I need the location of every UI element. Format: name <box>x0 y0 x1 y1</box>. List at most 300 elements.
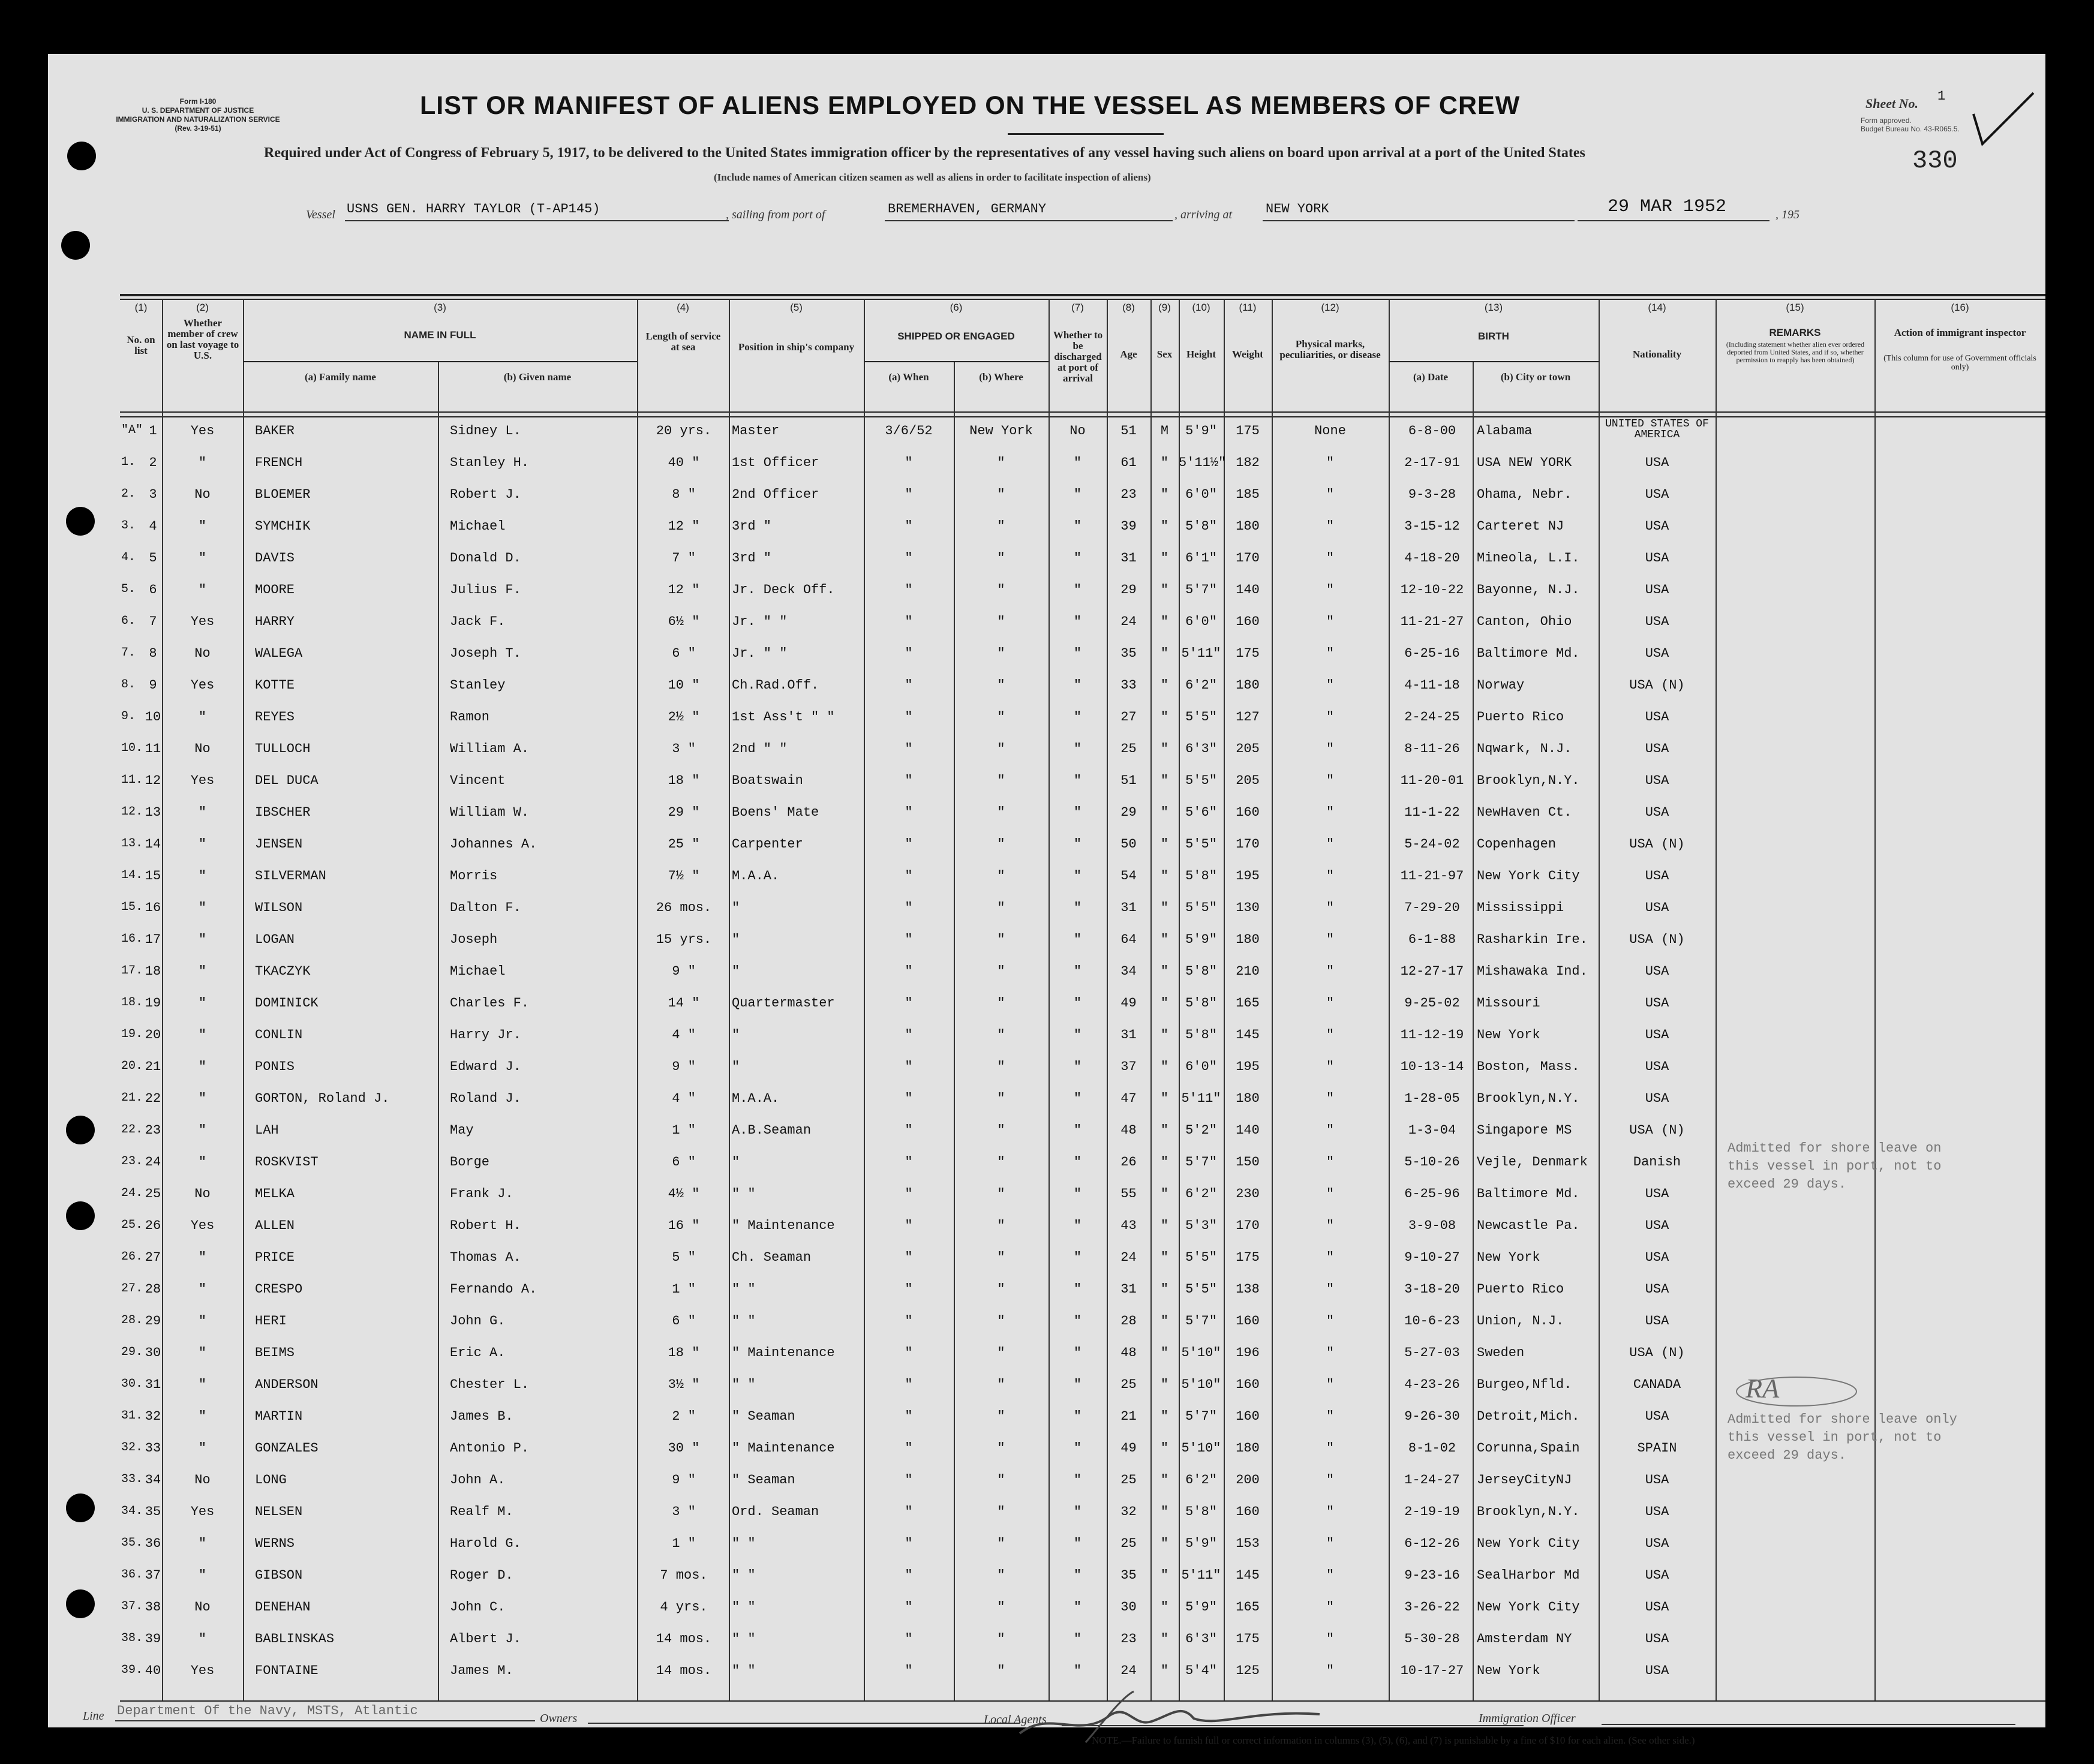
column-number: (9) <box>1158 302 1171 313</box>
cell-family: FONTAINE <box>255 1663 319 1678</box>
cell-nationality: USA <box>1645 1663 1669 1678</box>
cell-pre: 16. <box>121 932 143 946</box>
cell-position: 3rd " <box>732 519 772 534</box>
cell-age: 24 <box>1120 614 1137 629</box>
cell-sex: " <box>1160 869 1169 883</box>
sailing-label: , sailing from port of <box>726 208 825 221</box>
cell-crew: Yes <box>190 678 215 693</box>
cell-family: LOGAN <box>255 932 295 947</box>
header-height: Height <box>1186 348 1216 360</box>
cell-discharged: " <box>1073 1441 1082 1456</box>
cell-where: " <box>997 964 1005 979</box>
cell-discharged: " <box>1073 1282 1082 1297</box>
header-no-on-list: No. on list <box>127 334 155 356</box>
cell-discharged: " <box>1073 1314 1082 1329</box>
cell-pre: 22. <box>121 1123 143 1137</box>
cell-position: Ord. Seaman <box>732 1504 819 1519</box>
table-row <box>120 578 2045 608</box>
cell-pre: 36. <box>121 1568 143 1582</box>
cell-position: " " <box>732 1314 756 1329</box>
cell-weight: 170 <box>1236 1218 1260 1233</box>
table-row <box>120 927 2045 957</box>
cell-service: 4½ " <box>668 1186 700 1201</box>
cell-given: Morris <box>450 869 498 883</box>
page-subnote: (Include names of American citizen seamen as well as aliens in order to facilitate inspection of aliens) <box>714 172 1151 183</box>
cell-family: SILVERMAN <box>255 869 326 883</box>
cell-weight: 175 <box>1236 1250 1260 1265</box>
revision-text: (Rev. 3-19-51) <box>175 124 221 133</box>
cell-crew: " <box>198 900 207 915</box>
remark-line: exceed 29 days. <box>1728 1448 1847 1463</box>
column-number: (3) <box>434 302 446 313</box>
cell-nationality: USA <box>1645 1536 1669 1551</box>
cell-birth-date: 11-1-22 <box>1404 805 1460 820</box>
cell-family: DAVIS <box>255 551 295 566</box>
cell-age: 31 <box>1120 551 1137 566</box>
cell-crew: " <box>198 519 207 534</box>
cell-crew: " <box>198 1091 207 1106</box>
table-row <box>120 450 2045 480</box>
cell-where: " <box>997 1218 1005 1233</box>
cell-birth-date: 3-9-08 <box>1408 1218 1456 1233</box>
cell-birth-place: Boston, Mass. <box>1477 1059 1580 1074</box>
cell-family: JENSEN <box>255 837 303 852</box>
cell-where: " <box>997 1059 1005 1074</box>
cell-discharged: " <box>1073 869 1082 883</box>
cell-crew: No <box>194 1472 211 1487</box>
cell-nationality: USA <box>1645 1282 1669 1297</box>
cell-sex: " <box>1160 1600 1169 1615</box>
footer-owners-underline <box>588 1723 1020 1724</box>
cell-family: LONG <box>255 1472 287 1487</box>
cell-discharged: " <box>1073 773 1082 788</box>
cell-birth-place: Amsterdam NY <box>1477 1631 1572 1646</box>
cell-discharged: " <box>1073 1250 1082 1265</box>
cell-no: 17 <box>145 932 161 947</box>
cell-age: 26 <box>1120 1155 1137 1170</box>
cell-crew: " <box>198 1250 207 1265</box>
cell-no: 8 <box>149 646 157 661</box>
cell-nationality: USA <box>1645 1314 1669 1329</box>
cell-marks: " <box>1326 741 1335 756</box>
cell-given: James M. <box>450 1663 513 1678</box>
page-subtitle: Required under Act of Congress of February 5, 1917, to be delivered to the United States immigration officer by the representatives of any vessel having such aliens on board upon arrival at a port of the United States <box>264 145 1585 161</box>
cell-given: Albert J. <box>450 1631 521 1646</box>
cell-nationality: USA <box>1645 710 1669 725</box>
cell-nationality: USA <box>1645 455 1669 470</box>
cell-discharged: No <box>1069 423 1086 438</box>
cell-pre: "A" <box>121 423 143 437</box>
cell-sex: " <box>1160 932 1169 947</box>
cell-crew: No <box>194 487 211 502</box>
cell-birth-date: 9-26-30 <box>1404 1409 1460 1424</box>
cell-no: 9 <box>149 678 157 693</box>
cell-when: " <box>905 1027 913 1042</box>
stamp-number: 330 <box>1912 146 1958 175</box>
cell-weight: 160 <box>1236 1314 1260 1329</box>
manifest-sheet <box>48 54 2045 1746</box>
cell-no: 3 <box>149 487 157 502</box>
cell-pre: 2. <box>121 487 136 501</box>
cell-birth-place: Bayonne, N.J. <box>1477 582 1580 597</box>
cell-weight: 180 <box>1236 1441 1260 1456</box>
cell-weight: 170 <box>1236 837 1260 852</box>
cell-service: 2 " <box>672 1409 696 1424</box>
table-row <box>120 419 2045 449</box>
cell-service: 14 mos. <box>656 1663 712 1678</box>
table-row <box>120 1595 2045 1625</box>
cell-weight: 185 <box>1236 487 1260 502</box>
cell-given: Roland J. <box>450 1091 521 1106</box>
cell-discharged: " <box>1073 614 1082 629</box>
cell-birth-date: 6-25-96 <box>1404 1186 1460 1201</box>
cell-crew: " <box>198 455 207 470</box>
cell-height: 5'9" <box>1185 1536 1217 1551</box>
table-row <box>120 1277 2045 1307</box>
cell-discharged: " <box>1073 1377 1082 1392</box>
cell-nationality: CANADA <box>1633 1377 1681 1392</box>
cell-marks: " <box>1326 710 1335 725</box>
cell-service: 12 " <box>668 582 700 597</box>
cell-marks: " <box>1326 964 1335 979</box>
cell-service: 16 " <box>668 1218 700 1233</box>
cell-discharged: " <box>1073 1091 1082 1106</box>
cell-height: 6'0" <box>1185 487 1217 502</box>
cell-marks: " <box>1326 996 1335 1011</box>
port-from-underline <box>885 220 1173 221</box>
table-row <box>120 641 2045 671</box>
cell-age: 34 <box>1120 964 1137 979</box>
header-remarks: REMARKS <box>1769 327 1821 338</box>
cell-when: " <box>905 996 913 1011</box>
cell-no: 7 <box>149 614 157 629</box>
cell-height: 5'10" <box>1181 1377 1221 1392</box>
cell-no: 24 <box>145 1155 161 1170</box>
cell-position: Ch. Seaman <box>732 1250 812 1265</box>
cell-discharged: " <box>1073 1123 1082 1138</box>
cell-birth-place: SealHarbor Md <box>1477 1568 1580 1583</box>
cell-weight: 210 <box>1236 964 1260 979</box>
cell-given: William A. <box>450 741 530 756</box>
cell-pre: 3. <box>121 519 136 533</box>
cell-nationality: USA <box>1645 646 1669 661</box>
punch-hole <box>66 1116 95 1144</box>
cell-no: 39 <box>145 1631 161 1646</box>
column-number: (15) <box>1786 302 1804 313</box>
cell-family: MARTIN <box>255 1409 303 1424</box>
cell-sex: " <box>1160 964 1169 979</box>
cell-age: 39 <box>1120 519 1137 534</box>
cell-birth-date: 12-27-17 <box>1400 964 1464 979</box>
cell-age: 48 <box>1120 1123 1137 1138</box>
department-text: U. S. DEPARTMENT OF JUSTICE <box>142 106 254 115</box>
cell-service: 4 " <box>672 1091 696 1106</box>
cell-where: " <box>997 1472 1005 1487</box>
cell-position: Boatswain <box>732 773 803 788</box>
cell-birth-place: Brooklyn,N.Y. <box>1477 773 1580 788</box>
cell-given: William W. <box>450 805 530 820</box>
title-underline <box>1008 133 1164 135</box>
cell-birth-date: 1-28-05 <box>1404 1091 1460 1106</box>
cell-crew: " <box>198 710 207 725</box>
cell-marks: " <box>1326 773 1335 788</box>
cell-service: 25 " <box>668 837 700 852</box>
cell-service: 5 " <box>672 1250 696 1265</box>
cell-service: 12 " <box>668 519 700 534</box>
cell-weight: 127 <box>1236 710 1260 725</box>
cell-discharged: " <box>1073 932 1082 947</box>
cell-family: REYES <box>255 710 295 725</box>
cell-birth-date: 12-10-22 <box>1400 582 1464 597</box>
remark-line: Admitted for shore leave on <box>1728 1141 1942 1156</box>
vessel-underline <box>345 220 729 221</box>
cell-weight: 175 <box>1236 423 1260 438</box>
cell-pre: 5. <box>121 582 136 596</box>
cell-nationality: USA (N) <box>1629 1345 1685 1360</box>
cell-family: CONLIN <box>255 1027 303 1042</box>
cell-service: 14 " <box>668 996 700 1011</box>
cell-given: Johannes A. <box>450 837 537 852</box>
cell-position: " Maintenance <box>732 1218 835 1233</box>
cell-crew: Yes <box>190 423 215 438</box>
cell-service: 20 yrs. <box>656 423 712 438</box>
cell-crew: No <box>194 646 211 661</box>
cell-service: 7 " <box>672 551 696 566</box>
cell-discharged: " <box>1073 710 1082 725</box>
cell-crew: " <box>198 932 207 947</box>
budget-line: Form approved. <box>1861 116 1912 125</box>
cell-where: " <box>997 1155 1005 1170</box>
cell-birth-place: Mishawaka Ind. <box>1477 964 1588 979</box>
remark-line: exceed 29 days. <box>1728 1177 1847 1192</box>
cell-birth-place: Baltimore Md. <box>1477 646 1580 661</box>
cell-no: 34 <box>145 1472 161 1487</box>
cell-where: " <box>997 869 1005 883</box>
cell-given: Jack F. <box>450 614 506 629</box>
table-row <box>120 1468 2045 1498</box>
table-row <box>120 1054 2045 1084</box>
cell-when: " <box>905 710 913 725</box>
cell-sex: " <box>1160 1218 1169 1233</box>
remark-line: this vessel in port, not to <box>1728 1430 1942 1445</box>
vessel-label: Vessel <box>306 208 335 221</box>
cell-position: Jr. Deck Off. <box>732 582 835 597</box>
cell-crew: " <box>198 1027 207 1042</box>
cell-nationality: USA (N) <box>1629 678 1685 693</box>
cell-given: James B. <box>450 1409 513 1424</box>
cell-family: GIBSON <box>255 1568 303 1583</box>
cell-where: " <box>997 1663 1005 1678</box>
cell-pre: 34. <box>121 1504 143 1518</box>
cell-given: Vincent <box>450 773 506 788</box>
cell-no: 13 <box>145 805 161 820</box>
cell-weight: 195 <box>1236 869 1260 883</box>
cell-birth-place: Baltimore Md. <box>1477 1186 1580 1201</box>
cell-weight: 153 <box>1236 1536 1260 1551</box>
cell-no: 20 <box>145 1027 161 1042</box>
cell-service: 2½ " <box>668 710 700 725</box>
subheader-rule <box>864 361 1048 362</box>
cell-pre: 11. <box>121 773 143 787</box>
cell-weight: 138 <box>1236 1282 1260 1297</box>
cell-position: " " <box>732 1377 756 1392</box>
cell-discharged: " <box>1073 1218 1082 1233</box>
cell-marks: " <box>1326 1377 1335 1392</box>
cell-weight: 180 <box>1236 1091 1260 1106</box>
cell-crew: " <box>198 1568 207 1583</box>
cell-family: HARRY <box>255 614 295 629</box>
cell-birth-date: 5-24-02 <box>1404 837 1460 852</box>
cell-birth-place: NewHaven Ct. <box>1477 805 1572 820</box>
footer-owners-label: Owners <box>540 1712 578 1725</box>
cell-height: 5'11" <box>1181 1568 1221 1583</box>
cell-sex: " <box>1160 1536 1169 1551</box>
cell-discharged: " <box>1073 551 1082 566</box>
cell-when: " <box>905 519 913 534</box>
cell-marks: " <box>1326 900 1335 915</box>
header-birth: BIRTH <box>1478 330 1509 342</box>
cell-no: 36 <box>145 1536 161 1551</box>
cell-nationality: USA <box>1645 1186 1669 1201</box>
cell-sex: " <box>1160 710 1169 725</box>
cell-pre: 33. <box>121 1472 143 1486</box>
cell-marks: " <box>1326 1345 1335 1360</box>
cell-weight: 160 <box>1236 805 1260 820</box>
port-from: BREMERHAVEN, GERMANY <box>888 202 1047 217</box>
cell-when: " <box>905 805 913 820</box>
cell-position: M.A.A. <box>732 869 780 883</box>
cell-sex: " <box>1160 1377 1169 1392</box>
cell-when: " <box>905 1377 913 1392</box>
cell-marks: " <box>1326 487 1335 502</box>
cell-marks: " <box>1326 1504 1335 1519</box>
cell-service: 18 " <box>668 1345 700 1360</box>
cell-age: 50 <box>1120 837 1137 852</box>
cell-service: 14 mos. <box>656 1631 712 1646</box>
header-when: (a) When <box>888 371 929 383</box>
cell-age: 25 <box>1120 1472 1137 1487</box>
cell-no: 25 <box>145 1186 161 1201</box>
cell-family: MELKA <box>255 1186 295 1201</box>
cell-family: GORTON, Roland J. <box>255 1091 390 1106</box>
cell-position: 3rd " <box>732 551 772 566</box>
cell-height: 5'8" <box>1185 964 1217 979</box>
cell-where: " <box>997 741 1005 756</box>
cell-discharged: " <box>1073 1186 1082 1201</box>
cell-family: PRICE <box>255 1250 295 1265</box>
date-underline <box>1578 220 1769 221</box>
footer-officer-underline <box>1602 1724 2015 1725</box>
cell-weight: 165 <box>1236 996 1260 1011</box>
cell-weight: 175 <box>1236 1631 1260 1646</box>
cell-given: Charles F. <box>450 996 530 1011</box>
cell-position: 2nd " " <box>732 741 788 756</box>
table-row <box>120 1245 2045 1275</box>
cell-birth-date: 7-29-20 <box>1404 900 1460 915</box>
cell-birth-date: 6-12-26 <box>1404 1536 1460 1551</box>
cell-where: " <box>997 900 1005 915</box>
cell-birth-place: Carteret NJ <box>1477 519 1564 534</box>
cell-where: " <box>997 1441 1005 1456</box>
cell-when: " <box>905 1345 913 1360</box>
cell-pre: 26. <box>121 1250 143 1264</box>
cell-given: John G. <box>450 1314 506 1329</box>
cell-nationality: USA <box>1645 741 1669 756</box>
cell-family: CRESPO <box>255 1282 303 1297</box>
cell-pre: 35. <box>121 1536 143 1550</box>
table-row <box>120 482 2045 512</box>
cell-service: 3 " <box>672 741 696 756</box>
cell-pre: 1. <box>121 455 136 469</box>
cell-no: 23 <box>145 1123 161 1138</box>
cell-service: 1 " <box>672 1123 696 1138</box>
cell-when: " <box>905 614 913 629</box>
cell-no: 26 <box>145 1218 161 1233</box>
cell-height: 5'7" <box>1185 582 1217 597</box>
cell-birth-date: 4-23-26 <box>1404 1377 1460 1392</box>
cell-nationality: USA <box>1645 1027 1669 1042</box>
cell-discharged: " <box>1073 900 1082 915</box>
cell-no: 33 <box>145 1441 161 1456</box>
cell-height: 6'0" <box>1185 1059 1217 1074</box>
cell-age: 25 <box>1120 741 1137 756</box>
cell-birth-date: 6-1-88 <box>1408 932 1456 947</box>
cell-age: 25 <box>1120 1377 1137 1392</box>
cell-height: 5'8" <box>1185 996 1217 1011</box>
cell-marks: " <box>1326 1250 1335 1265</box>
cell-age: 28 <box>1120 1314 1137 1329</box>
cell-pre: 7. <box>121 646 136 660</box>
cell-service: 8 " <box>672 487 696 502</box>
cell-marks: " <box>1326 1441 1335 1456</box>
cell-when: " <box>905 582 913 597</box>
cell-given: Michael <box>450 519 506 534</box>
cell-birth-place: Ohama, Nebr. <box>1477 487 1572 502</box>
footer-note: NOTE.—Failure to furnish full or correct information in columns (3), (5), (6), and (7) is punishable by a fine of $10 for each alien. (See other side.) <box>1092 1735 1695 1746</box>
cell-age: 61 <box>1120 455 1137 470</box>
cell-nationality: USA <box>1645 487 1669 502</box>
cell-crew: No <box>194 741 211 756</box>
cell-when: " <box>905 741 913 756</box>
cell-weight: 145 <box>1236 1027 1260 1042</box>
sheet-number-label: Sheet No. <box>1865 96 1918 111</box>
column-number: (12) <box>1321 302 1339 313</box>
cell-marks: " <box>1326 1472 1335 1487</box>
header-where: (b) Where <box>979 371 1023 383</box>
cell-crew: " <box>198 1631 207 1646</box>
cell-discharged: " <box>1073 1504 1082 1519</box>
cell-position: " " <box>732 1631 756 1646</box>
cell-crew: " <box>198 1409 207 1424</box>
cell-height: 6'2" <box>1185 1186 1217 1201</box>
cell-birth-place: Detroit,Mich. <box>1477 1409 1580 1424</box>
cell-no: 40 <box>145 1663 161 1678</box>
cell-discharged: " <box>1073 996 1082 1011</box>
cell-no: 4 <box>149 519 157 534</box>
cell-marks: " <box>1326 455 1335 470</box>
cell-age: 25 <box>1120 1536 1137 1551</box>
cell-height: 5'9" <box>1185 1600 1217 1615</box>
header-remarks-note: (Including statement whether alien ever ordered deported from United States, and if so, whether permission to reapply has been obtained) <box>1726 340 1865 364</box>
cell-birth-date: 2-19-19 <box>1404 1504 1460 1519</box>
cell-service: 9 " <box>672 1472 696 1487</box>
cell-service: 29 " <box>668 805 700 820</box>
cell-age: 54 <box>1120 869 1137 883</box>
table-row <box>120 1309 2045 1339</box>
cell-where: " <box>997 1250 1005 1265</box>
column-number: (8) <box>1122 302 1135 313</box>
cell-pre: 31. <box>121 1409 143 1423</box>
